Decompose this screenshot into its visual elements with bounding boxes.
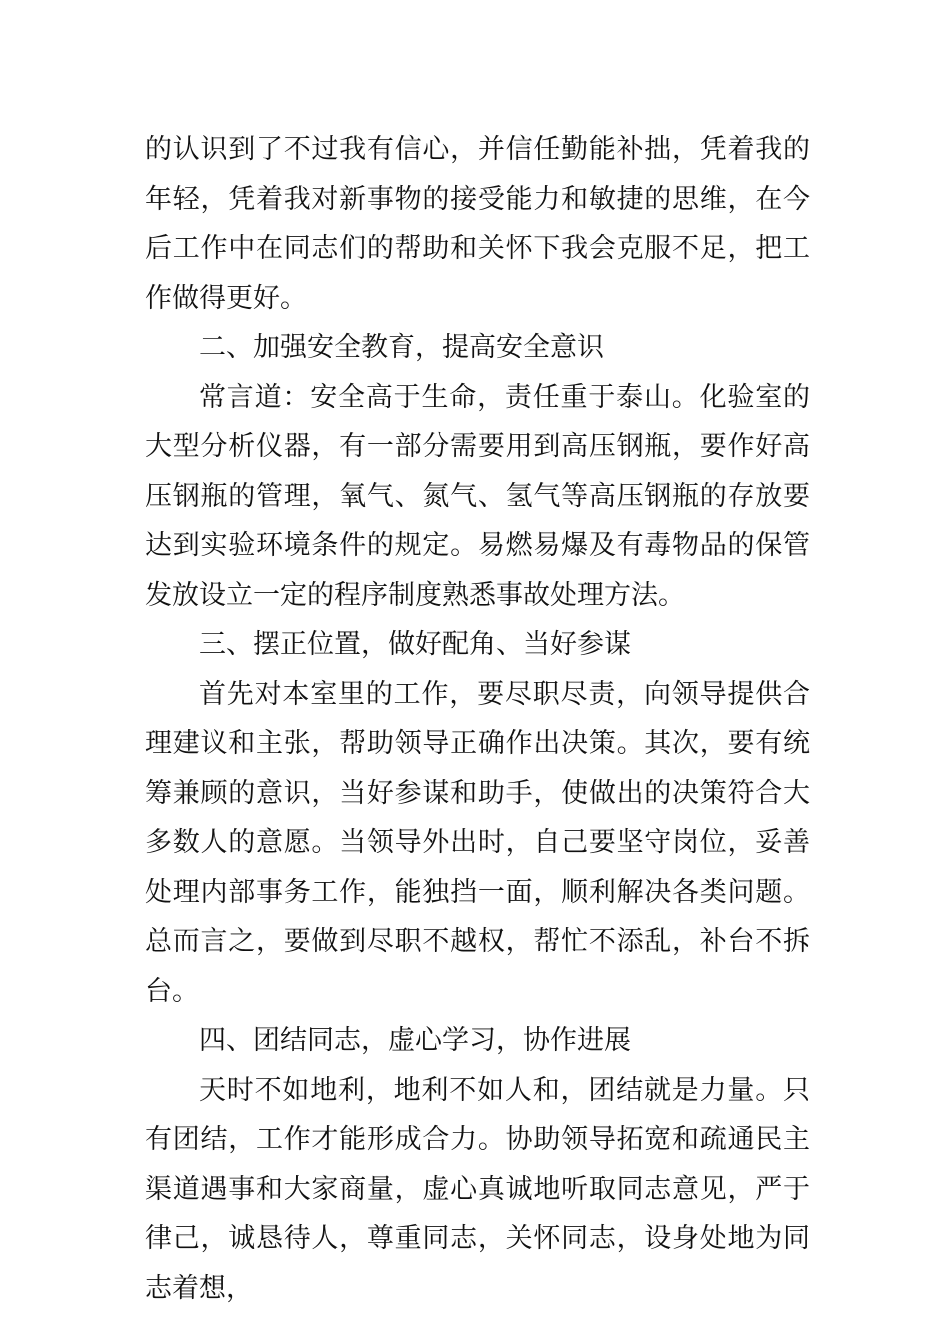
section-heading-2: 二、加强安全教育，提高安全意识 (199, 332, 604, 363)
paragraph-safety: 常言道：安全高于生命，责任重于泰山。化验室的大型分析仪器，有一部分需要用到高压钢瓶，要作好高压钢瓶的管理，氧气、氮气、氢气等高压钢瓶的存放要达到实验环境条件的规定。易燃易爆及有毒物品的保管发放设立一定的程序制度熟悉事故处理方法。 (145, 381, 810, 611)
section-heading-4: 四、团结同志，虚心学习，协作进展 (199, 1025, 631, 1056)
section-heading-3: 三、摆正位置，做好配角、当好参谋 (199, 629, 631, 660)
document-body (145, 125, 810, 1313)
paragraph-continuation: 的认识到了不过我有信心，并信任勤能补拙，凭着我的年轻，凭着我对新事物的接受能力和敏捷的思维，在今后工作中在同志们的帮助和关怀下我会克服不足，把工作做得更好。 (145, 134, 810, 314)
paragraph-unity: 天时不如地利，地利不如人和，团结就是力量。只有团结，工作才能形成合力。协助领导拓宽和疏通民主渠道遇事和大家商量，虚心真诚地听取同志意见，严于律己，诚恳待人，尊重同志，关怀同志，设身处地为同志着想， (145, 1074, 810, 1304)
paragraph-position: 首先对本室里的工作，要尽职尽责，向领导提供合理建议和主张，帮助领导正确作出决策。其次，要有统筹兼顾的意识，当好参谋和助手，使做出的决策符合大多数人的意愿。当领导外出时，自己要坚守岗位，妥善处理内部事务工作，能独挡一面，顺利解决各类问题。总而言之，要做到尽职不越权，帮忙不添乱，补台不拆台。 (145, 678, 810, 1007)
